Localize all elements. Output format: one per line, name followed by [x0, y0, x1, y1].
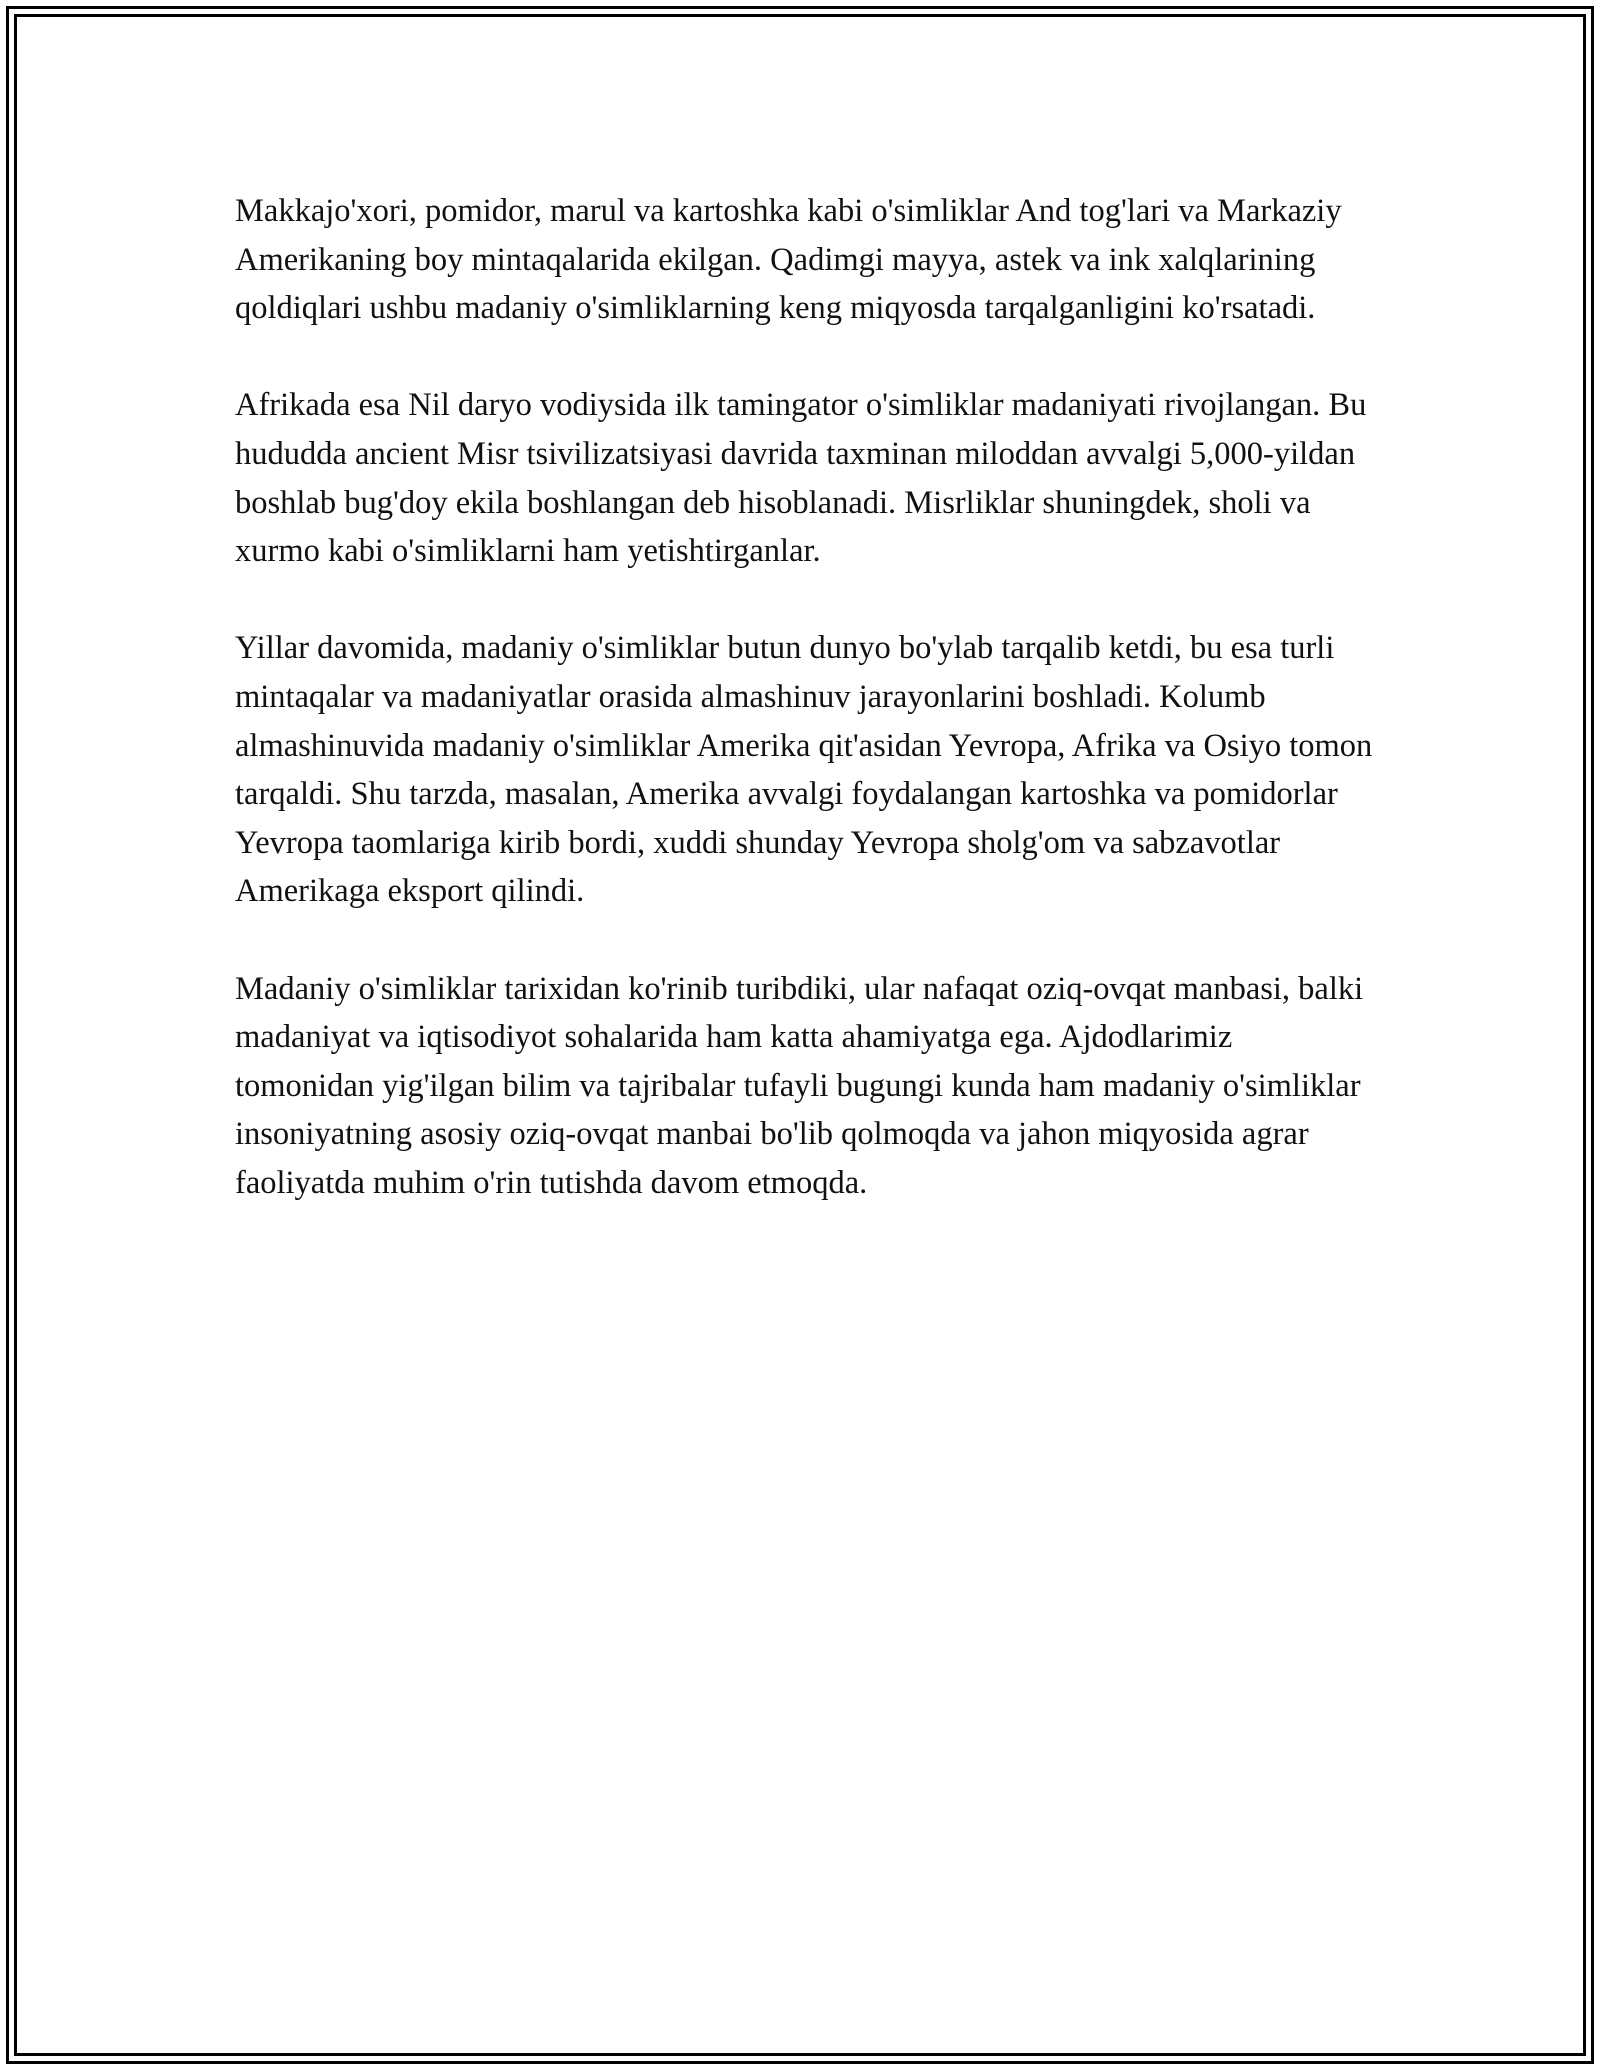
paragraph: Yillar davomida, madaniy o'simliklar butun dunyo bo'ylab tarqalib ketdi, bu esa turli mintaqalar va madaniyatlar orasida almashinuv jarayonlarini boshladi. Kolumb almashinuvida madaniy o'simliklar Amerika qit'asidan Yevropa, Afrika va Osiyo tomon tarqaldi. Shu tarzda, masalan, Amerika avvalgi foydalangan kartoshka va pomidorlar Yevropa taomlariga kirib bordi, xuddi shunday Yevropa sholg'om va sabzavotlar Amerikaga eksport qilindi.: [235, 630, 1373, 910]
paragraph: Madaniy o'simliklar tarixidan ko'rinib turibdiki, ular nafaqat oziq-ovqat manbasi, balki madaniyat va iqtisodiyot sohalarida ham katta ahamiyatga ega. Ajdodlarimiz tomonidan yig'ilgan bilim va tajribalar tufayli bugungi kunda ham madaniy o'simliklar insoniyatning asosiy oziq-ovqat manbai bo'lib qolmoqda va jahon miqyosida agrar faoliyatda muhim o'rin tutishda davom etmoqda.: [235, 970, 1364, 1201]
document-body: [235, 187, 1375, 1256]
paragraph: Afrikada esa Nil daryo vodiysida ilk tamingator o'simliklar madaniyati rivojlangan. Bu hududda ancient Misr tsivilizatsiyasi davrida taxminan miloddan avvalgi 5,000-yildan boshlab bug'doy ekila boshlangan deb hisoblanadi. Misrliklar shuningdek, sholi va xurmo kabi o'simliklarni ham yetishtirganlar.: [235, 387, 1367, 570]
paragraph: Makkajo'xori, pomidor, marul va kartoshka kabi o'simliklar And tog'lari va Markaziy Amerikaning boy mintaqalarida ekilgan. Qadimgi mayya, astek va ink xalqlarining qoldiqlari ushbu madaniy o'simliklarning keng miqyosda tarqalganligini ko'rsatadi.: [235, 193, 1342, 327]
